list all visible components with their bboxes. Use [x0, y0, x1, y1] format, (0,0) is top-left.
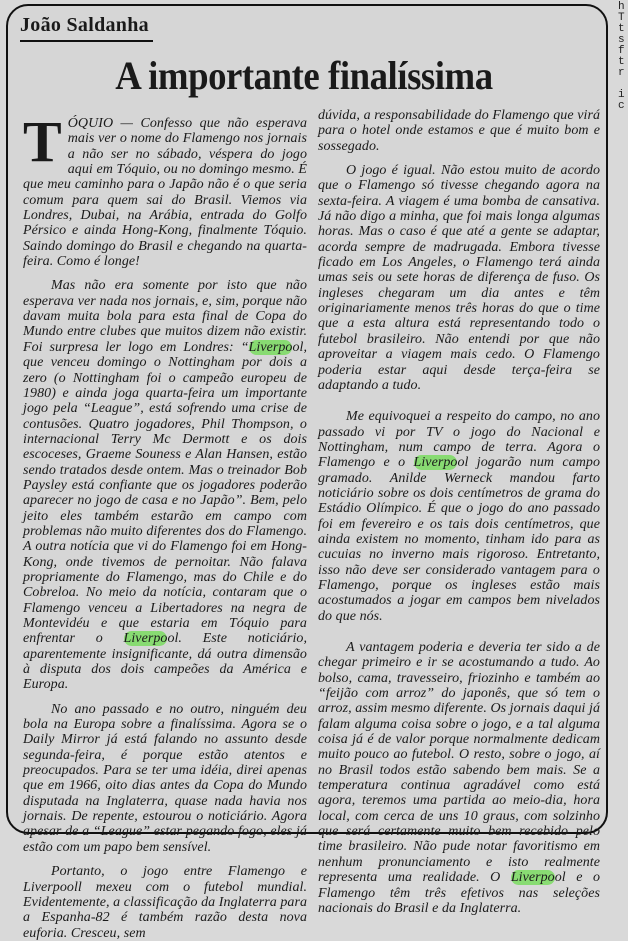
byline: João Saldanha [20, 14, 153, 42]
paragraph-text: ol, que venceu domingo o Nottingham por dois a zero (o Nottingham foi o campeão europeu de 1980) e ainda joga quarta-feira um importante jogo pela “League”, está sofrendo uma crise de contusões. Quatro jogadores, Phil Thompson, o internacional Terry Mc Dermott e os dois escoceses, Graeme Souness e Alan Hansen, estão sendo tratados desde ontem. Mas o treinador Bob Paysley está confiante que os jogadores poderão aparecer no jogo de casa e no Japão”. Bem, pelo jeito eles também estarão em campo com problemas não muito diferentes dos do Flamengo. A outra notícia que vi do Flamengo foi em Hong-Kong, onde tivemos de pernoitar. Não falava propriamente do Flamengo, mas do Chile e do Cobreloa. No meio da notícia, contaram que o Flamengo venceu a Libertadores na negra de Montevidéu e que estaria em Tóquio para enfrentar o [23, 339, 307, 647]
paragraph-text: ol. Este noticiário, aparentemente insignificante, dá outra dimensão à disputa dos dois campeões da América e Europa. [23, 631, 307, 693]
drop-cap: T [23, 109, 62, 174]
column-1 [23, 109, 307, 941]
headline: A importante finalíssima [115, 53, 493, 98]
column-2 [318, 108, 600, 916]
paragraph: O jogo é igual. Não estou muito de acordo que o Flamengo só tivesse chegando agora na sexta-feira. A viagem é uma bomba de cansativa. Já não digo a minha, que foi mais longa algumas horas. Mas o caso é que até a gente se adaptar, acorda sempre de madrugada. Embora tivesse ficado em Los Angeles, o Flamengo terá ainda umas seis ou sete horas de diferença de fuso. Os ingleses chegaram um dia antes e têm originariamente menos três horas do que o time que a esta altura está representando todo o futebol brasileiro. Não entendi por que não aproveitar a viagem mais cedo. O Flamengo poderia estar aqui desde terça-feira se adaptando a tudo. [318, 163, 600, 393]
paragraph: dúvida, a responsabilidade do Flamengo que virá para o hotel onde estamos e que é muito bom e sossegado. [318, 108, 600, 154]
paragraph-text: ol e o Flamengo têm três efetivos nas seleções nacionais do Brasil e da Inglaterra. [318, 870, 601, 916]
paragraph [23, 109, 307, 270]
paragraph-text: Mas não era somente por isto que não esperava ver nada nos jornais, e, sim, porque não davam muita bola para esta final de Copa do Mundo entre clubes que muitos dizem não existir. Foi surpresa ler logo em Londres: “ [23, 278, 307, 355]
paragraph: Portanto, o jogo entre Flamengo e Liverpooll mexeu com o futebol mundial. Evidentemente, a classificação da Inglaterra para a Espanha-82 é também razão desta nova euforia. Cresceu, sem [23, 864, 307, 941]
paragraph [318, 640, 600, 916]
paragraph-text: ol jogarão num campo gramado. Anilde Werneck mandou farto noticiário sobre os dois centímetros de grama do Estádio Olímpico. É que o jogo do ano passado foi em fevereiro e os tais dois centímetros, que ainda existem no momento, tinham ido para as cucuias no inverno mais rigoroso. Entretanto, isso não deve ser considerado vantagem para o Flamengo, porque os ingleses estão mais acostumados a jogar em campos bem nivelados do que nós. [318, 455, 600, 624]
paragraph-text: ÓQUIO — Confesso que não esperava mais ver o nome do Flamengo nos jornais a não ser no sábado, véspera do jogo aqui em Tóquio, ou no domingo mesmo. É que meu caminho para o Japão não é o que seria comum para quem sai do Brasil. Viemos via Londres, Dubai, na Arábia, entrada do Golfo Pérsico e ainda Hong-Kong, finalmente Tóquio. Saindo domingo do Brasil e chegando na quarta-feira. Como é longe! [23, 116, 307, 270]
paragraph [23, 278, 307, 692]
paragraph [318, 409, 600, 624]
highlighted-word: Liverpo [123, 631, 168, 647]
paragraph-text: A vantagem poderia e deveria ter sido a de chegar primeiro e ir se acostumando a tudo. Ao bolso, cama, travesseiro, friozinho e também ao “feijão com arroz” do japonês, que só tem o arroz, assim mesmo diferente. Os jornais daqui já falam alguma coisa sobre o jogo, e a tal alguma coisa já é de valor porque normalmente dedicam muito pouco ao futebol. O resto, sobre o jogo, aí no Brasil todos estão sabendo bem mais. Se a temperatura continua agradável como está agora, teremos uma partida ao meio-dia, hora local, com cerca de uns 10 graus, com solzinho que será certamente muito bem recebido pelo time brasileiro. Não pude notar favoritismo em nenhum pronunciamento e isto realmente representa uma realidade. O [318, 640, 600, 886]
paragraph: No ano passado e no outro, ninguém deu bola na Europa sobre a finalíssima. Agora se o Daily Mirror já está falando no assunto desde segunda-feira, é porque estão atentos e preocupados. Para se ter uma idéia, direi apenas que em 1966, oito dias antes da Copa do Mundo disputada na Inglaterra, quase nada havia nos jornais. De repente, estourou o noticiário. Agora apesar de a “League” estar pegando fogo, eles já estão com um papo bem sensível. [23, 701, 307, 855]
highlighted-word: Liverpo [413, 455, 458, 471]
paragraph-text: Me equivoquei a respeito do campo, no ano passado vi por TV o jogo do Nacional e Nottingham, num campo de terra. Agora o Flamengo e o [318, 409, 600, 471]
adjacent-column-fragment: h T t s f t r i c [618, 1, 625, 112]
highlighted-word: Liverpo [510, 870, 555, 886]
highlighted-word: Liverpo [248, 339, 293, 355]
